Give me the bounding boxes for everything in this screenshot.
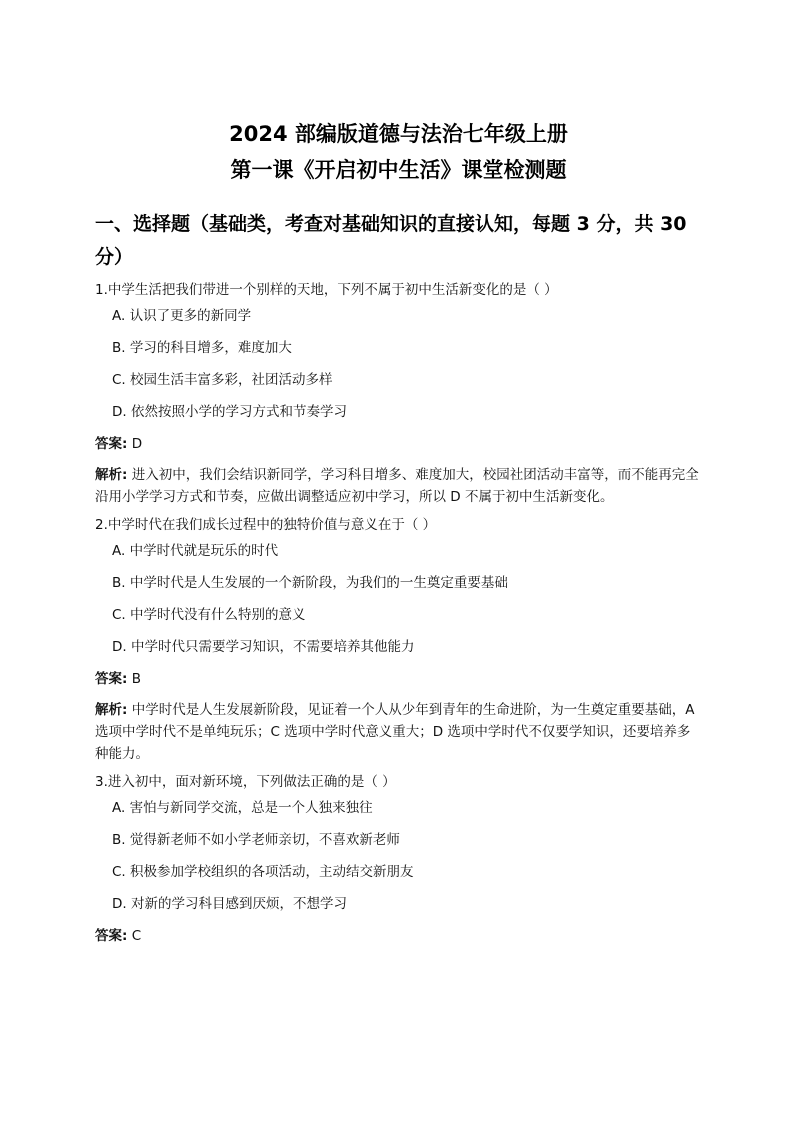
question-option: C. 中学时代没有什么特别的意义 [112, 607, 306, 623]
question-option: A. 害怕与新同学交流，总是一个人独来独往 [112, 800, 373, 816]
question-option: C. 积极参加学校组织的各项活动，主动结交新朋友 [112, 864, 414, 880]
question-stem: 3.进入初中，面对新环境，下列做法正确的是（ ） [95, 774, 396, 790]
answer-line [95, 434, 702, 455]
answer-value: B [131, 671, 141, 687]
analysis-paragraph [95, 464, 702, 508]
analysis-label: 解析: [95, 702, 128, 718]
analysis-paragraph [95, 699, 702, 765]
analysis-text: 中学时代是人生发展新阶段，见证着一个人从少年到青年的生命进阶，为一生奠定重要基础，A 选项中学时代不是单纯玩乐；C 选项中学时代意义重大；D 选项中学时代不仅要学知识，还要培养多种能力。 [95, 702, 695, 762]
answer-line [95, 669, 702, 690]
section-heading-multiple-choice: 一、选择题（基础类，考查对基础知识的直接认知，每题 3 分，共 30 分） [95, 213, 687, 268]
question-option: D. 对新的学习科目感到厌烦，不想学习 [112, 896, 347, 912]
question-option: A. 认识了更多的新同学 [112, 308, 252, 324]
question-option: B. 学习的科目增多，难度加大 [112, 340, 292, 356]
question-stem: 2.中学时代在我们成长过程中的独特价值与意义在于（ ） [95, 517, 437, 533]
question-block [95, 515, 702, 765]
question-option: B. 觉得新老师不如小学老师亲切，不喜欢新老师 [112, 832, 400, 848]
question-stem: 1.中学生活把我们带进一个别样的天地，下列不属于初中生活新变化的是（ ） [95, 282, 558, 298]
analysis-label: 解析: [95, 467, 128, 483]
question-option: C. 校园生活丰富多彩，社团活动多样 [112, 372, 333, 388]
document-title-line1: 2024 部编版道德与法治七年级上册 [229, 122, 568, 146]
answer-value: C [131, 928, 142, 944]
answer-label: 答案: [95, 671, 128, 687]
question-option: D. 依然按照小学的学习方式和节奏学习 [112, 404, 347, 420]
answer-line [95, 926, 702, 947]
answer-value: D [131, 436, 143, 452]
question-block [95, 280, 702, 508]
analysis-text: 进入初中，我们会结识新同学，学习科目增多、难度加大，校园社团活动丰富等，而不能再完全沿用小学学习方式和节奏，应做出调整适应初中学习，所以 D 不属于初中生活新变化。 [95, 467, 699, 505]
answer-label: 答案: [95, 928, 128, 944]
answer-label: 答案: [95, 436, 128, 452]
question-option: B. 中学时代是人生发展的一个新阶段，为我们的一生奠定重要基础 [112, 575, 508, 591]
question-option: A. 中学时代就是玩乐的时代 [112, 543, 279, 559]
question-block [95, 772, 702, 947]
question-option: D. 中学时代只需要学习知识，不需要培养其他能力 [112, 639, 415, 655]
document-title-line2: 第一课《开启初中生活》课堂检测题 [230, 158, 567, 182]
